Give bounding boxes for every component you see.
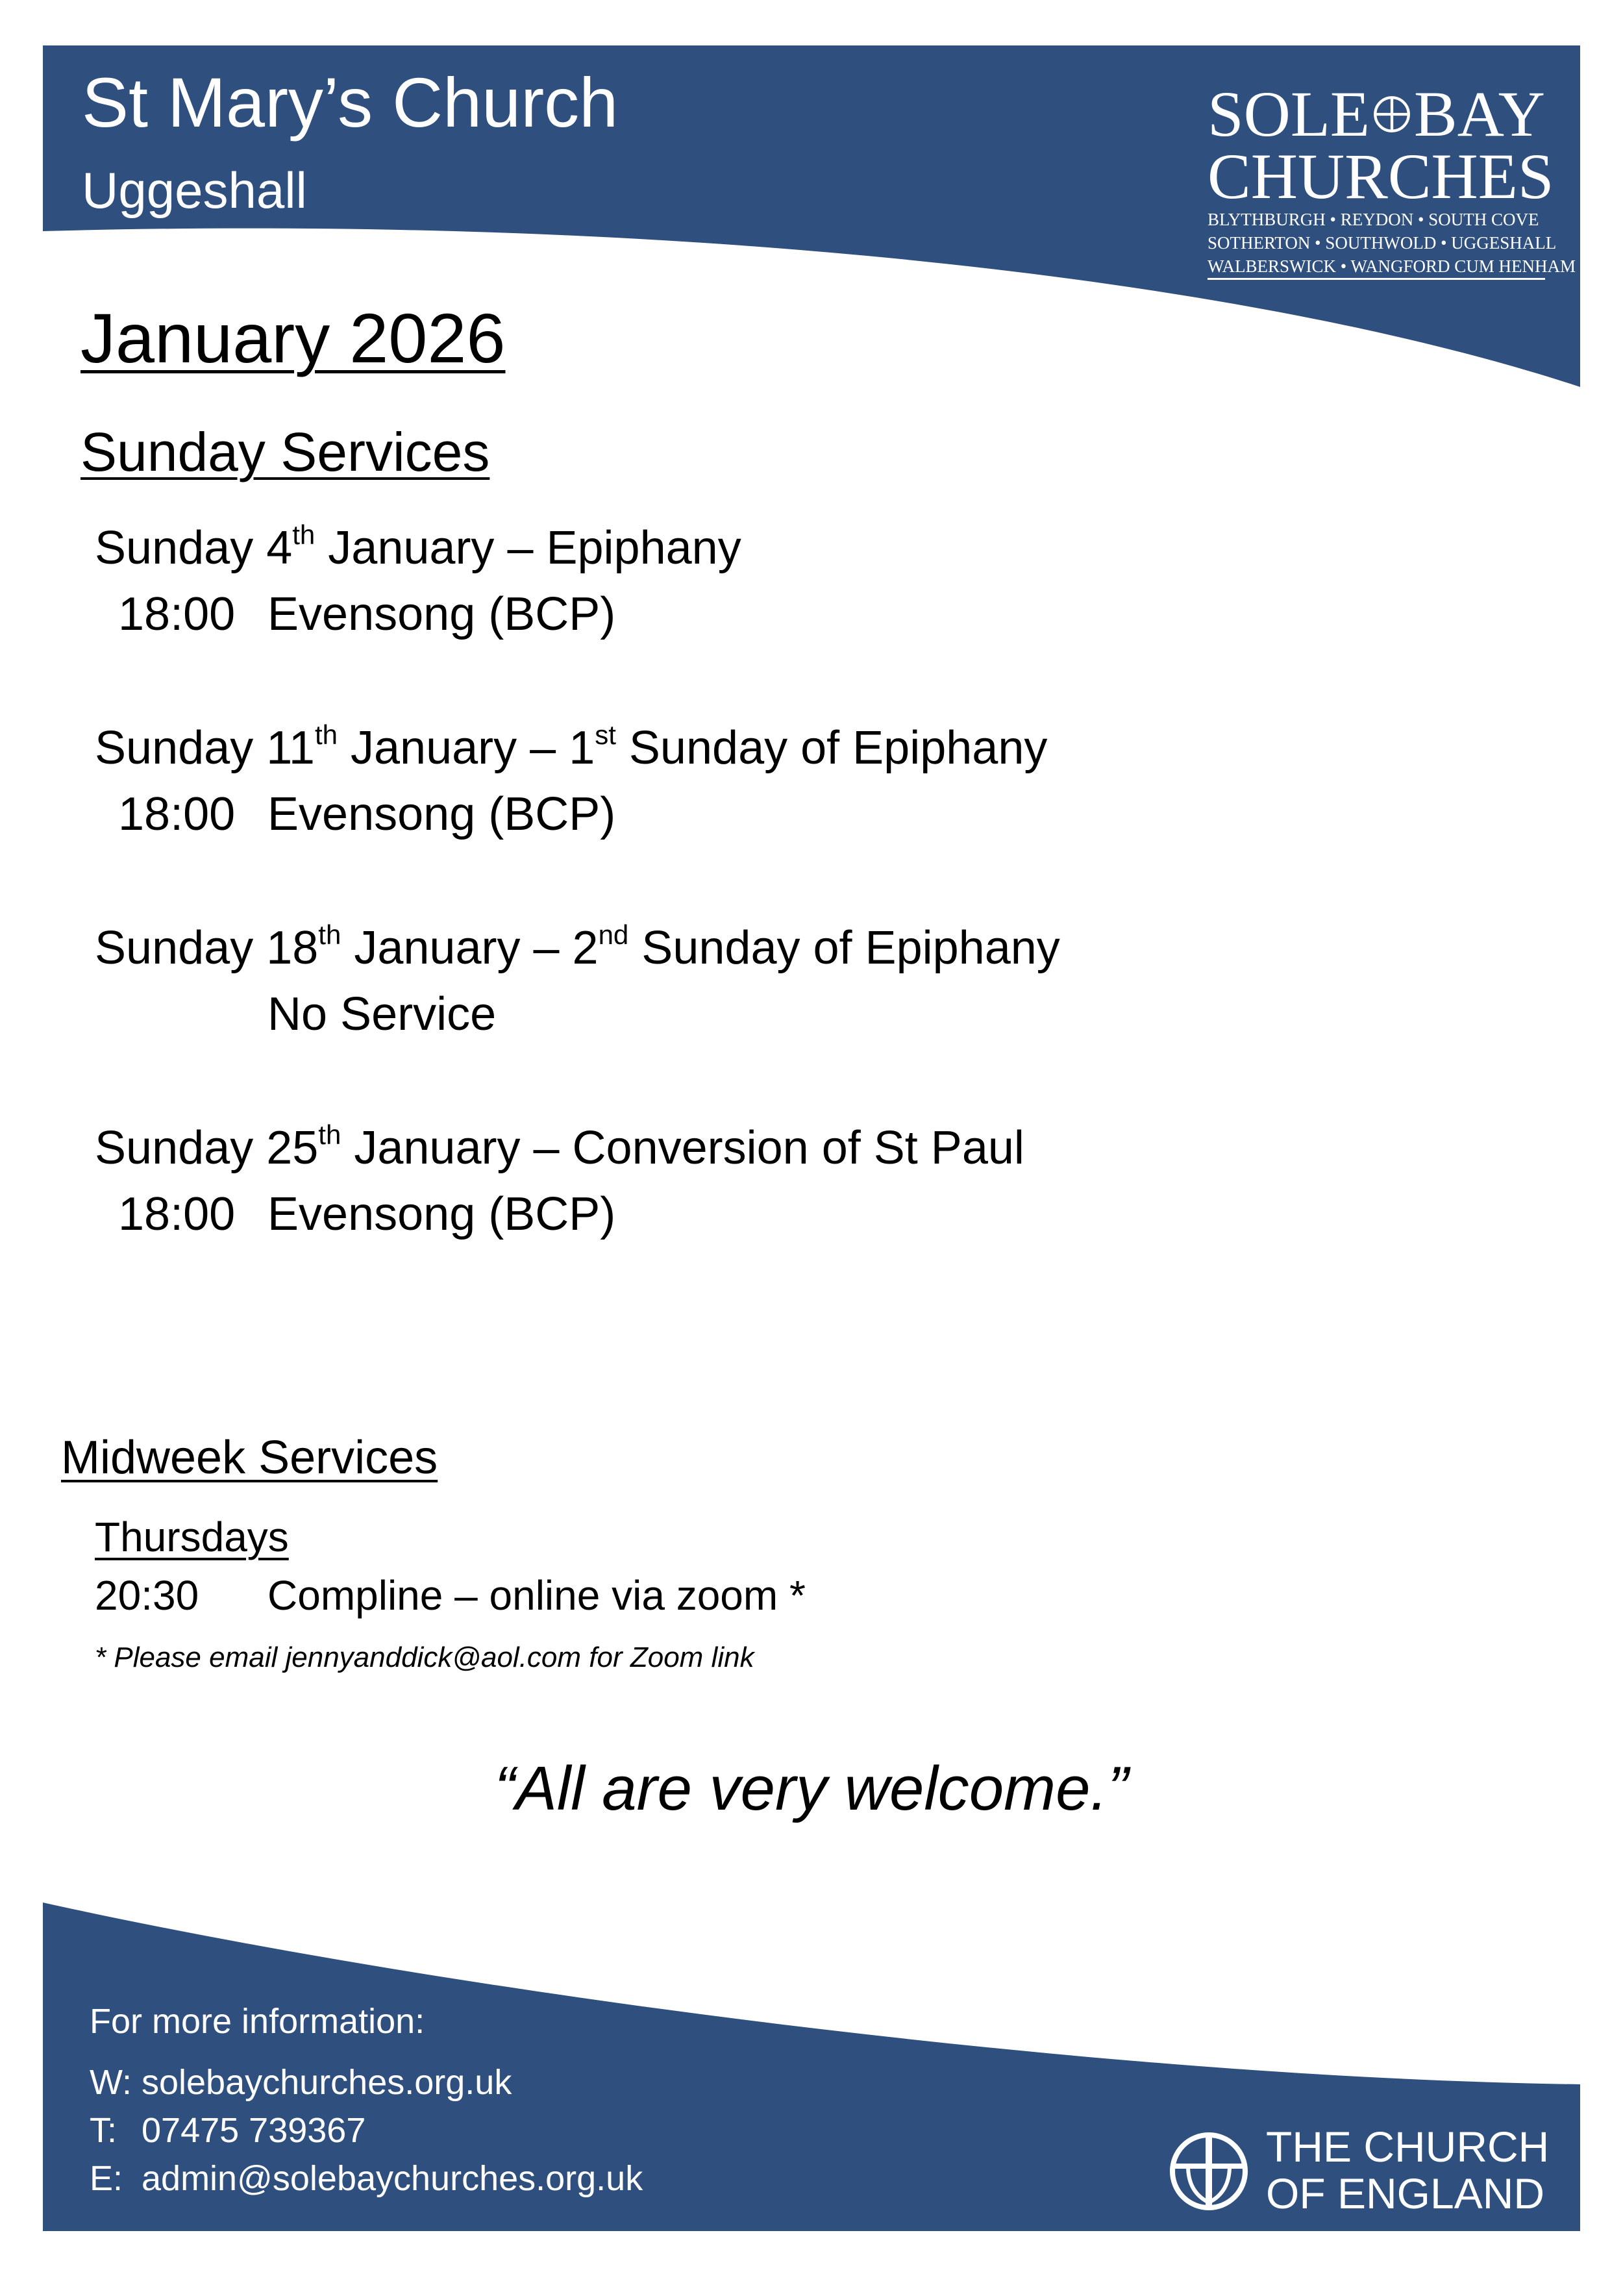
service-name: Evensong (BCP) — [267, 788, 616, 840]
service-title: Sunday 4th January – Epiphany — [95, 519, 741, 574]
month-title: January 2026 — [81, 299, 506, 377]
service-detail — [95, 780, 1328, 848]
service-entry — [95, 1116, 1328, 1248]
church-of-england-logo — [1169, 2123, 1558, 2221]
service-entry — [95, 716, 1328, 848]
midweek-service — [95, 1571, 1263, 1630]
sunday-services-heading: Sunday Services — [81, 421, 490, 482]
footer-website: W: solebaychurches.org.uk — [90, 2063, 512, 2102]
footer-info-label: For more information: — [90, 2002, 425, 2041]
midweek-day: Thursdays — [95, 1514, 289, 1560]
service-detail — [95, 980, 1328, 1048]
email-link[interactable]: admin@solebaychurches.org.uk — [142, 2159, 643, 2198]
service-name: Evensong (BCP) — [267, 1188, 616, 1240]
logo-underline — [1208, 278, 1545, 280]
church-location: Uggeshall — [82, 162, 307, 219]
telephone-number[interactable]: 07475 739367 — [142, 2111, 366, 2150]
footer-email: E: admin@solebaychurches.org.uk — [90, 2159, 643, 2198]
church-name: St Mary’s Church — [82, 63, 619, 142]
cross-icon — [1372, 92, 1411, 137]
logo-word-churches: CHURCHES — [1208, 140, 1554, 212]
logo-parishes-1: BLYTHBURGH • REYDON • SOUTH COVE — [1208, 210, 1539, 229]
welcome-quote: “All are very welcome.” — [494, 1754, 1129, 1823]
service-time: 18:00 — [118, 1188, 236, 1240]
church-of-england-cross-icon — [1169, 2131, 1249, 2212]
service-name: Evensong (BCP) — [267, 588, 616, 640]
zoom-note: * Please email jennyanddick@aol.com for Zoom link — [95, 1641, 754, 1673]
service-time: 18:00 — [118, 588, 236, 640]
service-entry — [95, 516, 1328, 648]
website-link[interactable]: solebaychurches.org.uk — [142, 2063, 512, 2102]
service-title: Sunday 25th January – Conversion of St Paul — [95, 1119, 1024, 1174]
footer-telephone: T: 07475 739367 — [90, 2111, 366, 2150]
midweek-name: Compline – online via zoom * — [267, 1572, 806, 1619]
service-name: No Service — [267, 988, 497, 1040]
logo-parishes-2: SOTHERTON • SOUTHWOLD • UGGESHALL — [1208, 233, 1557, 253]
service-title: Sunday 18th January – 2nd Sunday of Epiphany — [95, 919, 1060, 974]
service-detail — [95, 580, 1328, 648]
church-of-england-text: THE CHURCH OF ENGLAND — [1266, 2123, 1550, 2217]
logo-word-sole: SOLE — [1208, 78, 1370, 150]
service-title: Sunday 11th January – 1st Sunday of Epiphany — [95, 719, 1048, 774]
midweek-time: 20:30 — [95, 1572, 199, 1619]
logo-parishes-3: WALBERSWICK • WANGFORD CUM HENHAM — [1208, 256, 1576, 276]
service-entry — [95, 916, 1328, 1048]
service-detail — [95, 1180, 1328, 1248]
solebay-churches-logo — [1208, 78, 1576, 280]
midweek-services-heading: Midweek Services — [61, 1432, 438, 1484]
service-time: 18:00 — [118, 788, 236, 840]
logo-word-bay: BAY — [1414, 78, 1545, 150]
